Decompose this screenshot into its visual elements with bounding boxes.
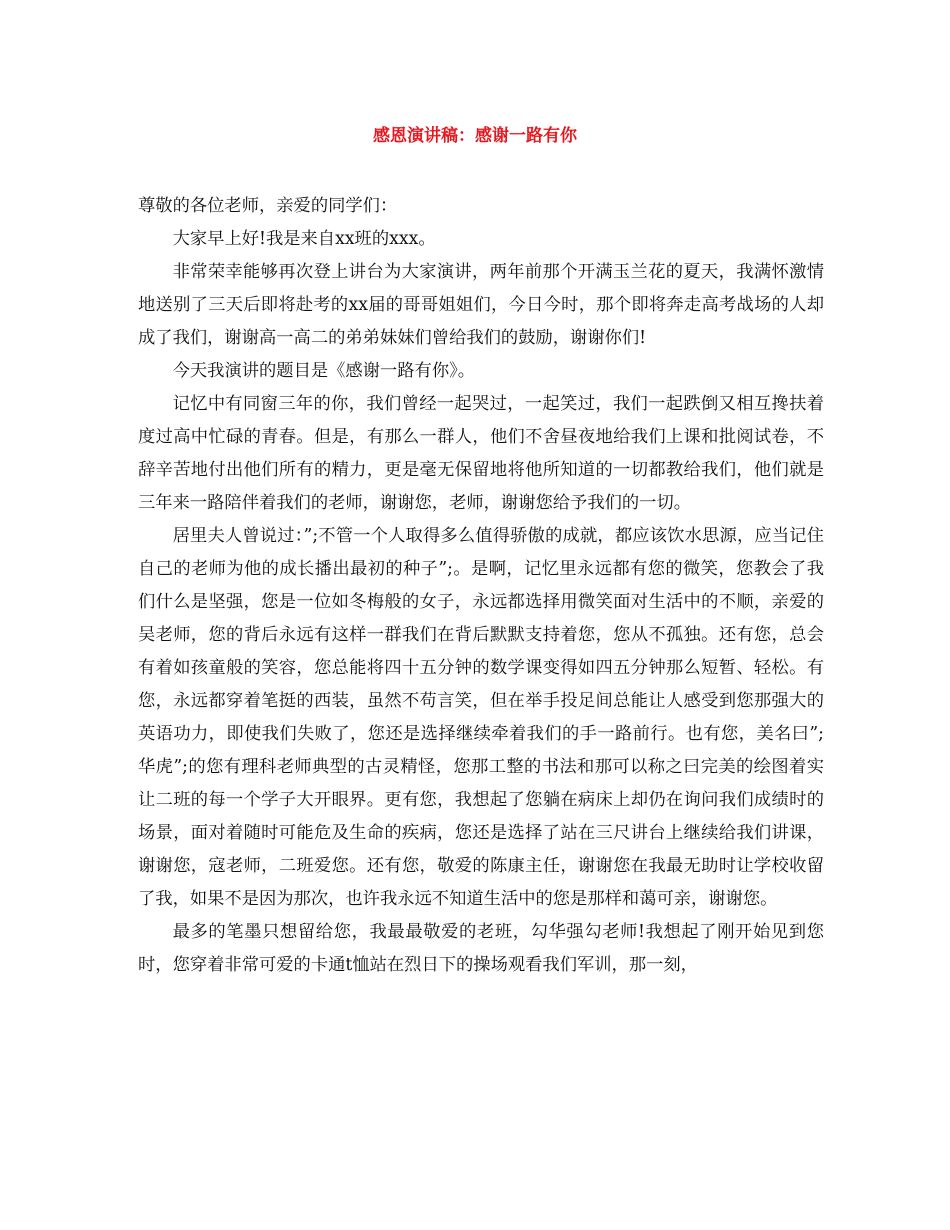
document-title: 感恩演讲稿：感谢一路有你: [373, 126, 577, 146]
paragraph-topic: 今天我演讲的题目是《感谢一路有你》。: [172, 361, 476, 381]
document-body: [138, 190, 824, 982]
paragraph-teachers: 居里夫人曾说过：”;不管一个人取得多么值得骄傲的成就，都应该饮水思源，应当记住自己的老师为他的成长播出最初的种子”;。是啊，记忆里永远都有您的微笑，您教会了我们什么是坚强，您是一位如冬梅般的女子，永远都选择用微笑面对生活中的不顺，亲爱的吴老师，您的背后永远有这样一群我们在背后默默支持着您，您从不孤独。还有您，总会有着如孩童般的笑容，您总能将四十五分钟的数学课变得如四五分钟那么短暂、轻松。有您，永远都穿着笔挺的西装，虽然不苟言笑，但在举手投足间总能让人感受到您那强大的英语功力，即使我们失败了，您还是选择继续牵着我们的手一路前行。也有您，美名曰”;华虎”;的您有理科老师典型的古灵精怪，您那工整的书法和那可以称之曰完美的绘图着实让二班的每一个学子大开眼界。更有您，我想起了您躺在病床上却仍在询问我们成绩时的场景，面对着随时可能危及生命的疾病，您还是选择了站在三尺讲台上继续给我们讲课，谢谢您，寇老师，二班爱您。还有您，敬爱的陈康主任，谢谢您在我最无助时让学校收留了我，如果不是因为那次，也许我永远不知道生活中的您是那样和蔼可亲，谢谢您。: [138, 526, 824, 909]
paragraph-greeting: 大家早上好!我是来自xx班的xxx。: [172, 229, 436, 249]
paragraph-head-teacher: 最多的笔墨只想留给您，我最最敬爱的老班，勾华强勾老师!我想起了刚开始见到您时，您穿着非常可爱的卡通t恤站在烈日下的操场观看我们军训，那一刻，: [138, 922, 824, 975]
salutation: 尊敬的各位老师，亲爱的同学们：: [138, 196, 398, 216]
paragraph-intro: 非常荣幸能够再次登上讲台为大家演讲，两年前那个开满玉兰花的夏天，我满怀激情地送别了三天后即将赴考的xx届的哥哥姐姐们，今日今时，那个即将奔走高考战场的人却成了我们，谢谢高一高二的弟弟妹妹们曾给我们的鼓励，谢谢你们!: [138, 262, 824, 348]
paragraph-memory: 记忆中有同窗三年的你，我们曾经一起哭过，一起笑过，我们一起跌倒又相互搀扶着度过高中忙碌的青春。但是，有那么一群人，他们不舍昼夜地给我们上课和批阅试卷，不辞辛苦地付出他们所有的精力，更是毫无保留地将他所知道的一切都教给我们，他们就是三年来一路陪伴着我们的老师，谢谢您，老师，谢谢您给予我们的一切。: [138, 394, 824, 513]
